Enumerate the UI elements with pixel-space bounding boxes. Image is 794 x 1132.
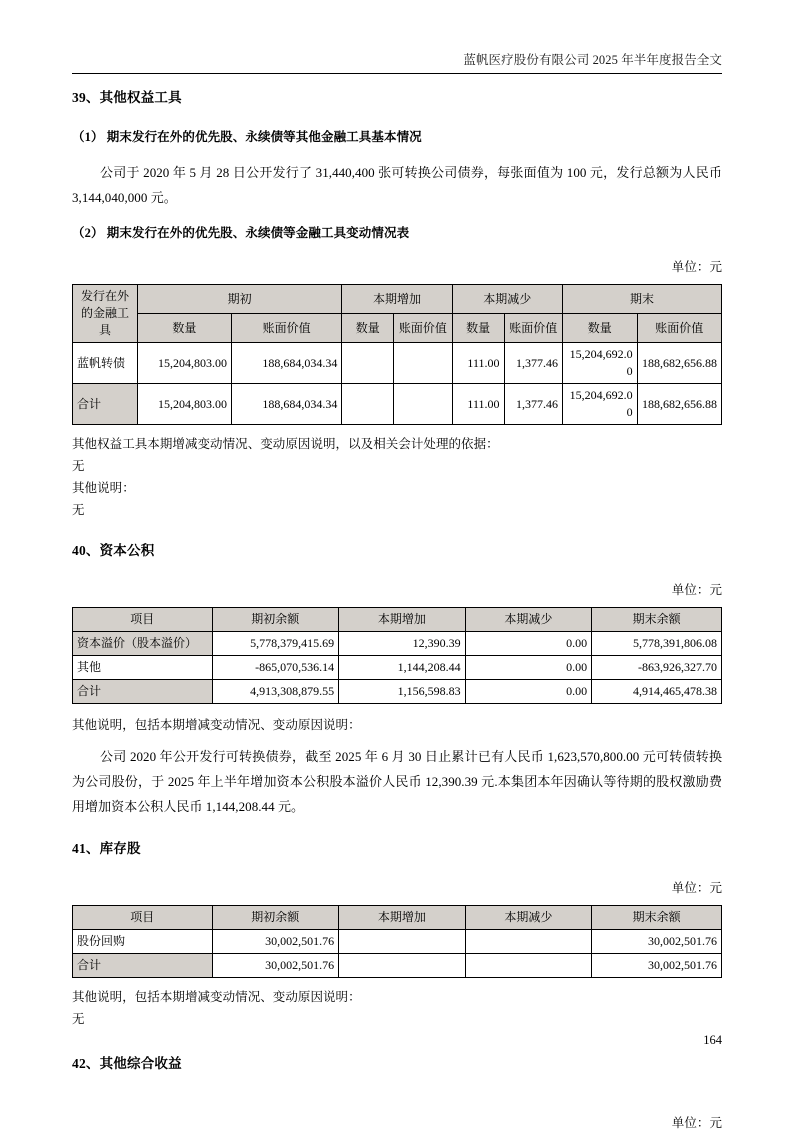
cell-increase-qty: [342, 384, 394, 425]
cell-increase: 1,144,208.44: [339, 656, 466, 680]
col-header-instrument: 发行在外的金融工具: [73, 285, 138, 343]
unit-label-table-39: 单位：元: [671, 260, 722, 274]
section-heading-40: 40、资本公积: [72, 543, 155, 558]
table-row: [73, 930, 722, 954]
cell-decrease: 0.00: [465, 656, 592, 680]
col-subheader-decrease-value: 账面价值: [504, 314, 562, 343]
col-header-closing-balance: 期末余额: [592, 906, 722, 930]
cell-increase-value: [394, 343, 452, 384]
col-header-opening-balance: 期初余额: [212, 608, 339, 632]
col-header-decrease: 本期减少: [465, 608, 592, 632]
cell-opening-qty: 15,204,803.00: [137, 343, 231, 384]
table-row: [73, 656, 722, 680]
col-header-opening-balance: 期初余额: [212, 906, 339, 930]
table-treasury-stock: [72, 905, 722, 978]
col-header-closing: 期末: [562, 285, 721, 314]
row-label: 蓝帆转债: [73, 343, 138, 384]
col-header-increase: 本期增加: [339, 608, 466, 632]
document-content: [72, 88, 722, 1132]
cell-closing-value: 188,682,656.88: [637, 343, 721, 384]
cell-decrease-value: 1,377.46: [504, 343, 562, 384]
col-subheader-closing-qty: 数量: [562, 314, 637, 343]
subsection-heading-39-2: （2） 期末发行在外的优先股、永续债等金融工具变动情况表: [72, 226, 410, 240]
cell-opening-value: 188,684,034.34: [231, 384, 341, 425]
note-label-39-1: 其他权益工具本期增减变动情况、变动原因说明，以及相关会计处理的依据：: [72, 437, 499, 451]
table-capital-reserve: [72, 607, 722, 704]
cell-opening-value: 188,684,034.34: [231, 343, 341, 384]
cell-decrease: 0.00: [465, 680, 592, 704]
row-label-total: 合计: [73, 954, 213, 978]
cell-opening-balance: 4,913,308,879.55: [212, 680, 339, 704]
table-header-row-sub: [73, 314, 722, 343]
col-subheader-decrease-qty: 数量: [452, 314, 504, 343]
note-value-39-2: 无: [72, 503, 85, 517]
col-subheader-increase-qty: 数量: [342, 314, 394, 343]
running-header: [72, 52, 722, 80]
col-header-decrease: 本期减少: [465, 906, 592, 930]
cell-decrease-qty: 111.00: [452, 343, 504, 384]
cell-decrease: [465, 930, 592, 954]
cell-closing-balance: 5,778,391,806.08: [592, 632, 722, 656]
section-heading-42: 42、其他综合收益: [72, 1056, 182, 1071]
row-label: 股份回购: [73, 930, 213, 954]
cell-opening-balance: 30,002,501.76: [212, 954, 339, 978]
cell-opening-balance: 30,002,501.76: [212, 930, 339, 954]
row-label-total: 合计: [73, 680, 213, 704]
col-header-increase: 本期增加: [339, 906, 466, 930]
cell-closing-value: 188,682,656.88: [637, 384, 721, 425]
col-header-opening: 期初: [137, 285, 341, 314]
cell-increase-value: [394, 384, 452, 425]
cell-closing-balance: -863,926,327.70: [592, 656, 722, 680]
col-subheader-closing-value: 账面价值: [637, 314, 721, 343]
cell-increase: 1,156,598.83: [339, 680, 466, 704]
table-row-total: [73, 954, 722, 978]
table-row-total: [73, 680, 722, 704]
cell-increase: [339, 954, 466, 978]
header-rule: [72, 73, 722, 74]
col-subheader-increase-value: 账面价值: [394, 314, 452, 343]
table-row: [73, 632, 722, 656]
cell-opening-balance: 5,778,379,415.69: [212, 632, 339, 656]
cell-increase: [339, 930, 466, 954]
cell-closing-balance: 4,914,465,478.38: [592, 680, 722, 704]
subsection-heading-39-1: （1） 期末发行在外的优先股、永续债等其他金融工具基本情况: [72, 130, 422, 144]
section-heading-41: 41、库存股: [72, 841, 141, 856]
paragraph-40: 公司 2020 年公开发行可转换债券，截至 2025 年 6 月 30 日止累计已有人民币 1,623,570,800.00 元可转债转换为公司股份，于 2025 年上半年增加资本公积股本溢价人民币 12,390.39 元.本集团本年因确认等待期的股权激励费用增加资本公积人民币 1,144,208.44 元。: [72, 749, 722, 814]
col-header-closing-balance: 期末余额: [592, 608, 722, 632]
table-other-equity-instruments: [72, 284, 722, 425]
table-header-row: [73, 906, 722, 930]
note-label-39-2: 其他说明：: [72, 481, 135, 495]
unit-label-table-42: 单位：元: [671, 1116, 722, 1130]
row-label-total: 合计: [73, 384, 138, 425]
note-value-41: 无: [72, 1012, 85, 1026]
cell-decrease: [465, 954, 592, 978]
cell-decrease-value: 1,377.46: [504, 384, 562, 425]
cell-closing-balance: 30,002,501.76: [592, 954, 722, 978]
cell-opening-balance: -865,070,536.14: [212, 656, 339, 680]
section-heading-39: 39、其他权益工具: [72, 90, 182, 105]
table-row: [73, 343, 722, 384]
table-header-row-group: [73, 285, 722, 314]
cell-closing-balance: 30,002,501.76: [592, 930, 722, 954]
col-header-item: 项目: [73, 608, 213, 632]
table-row-total: [73, 384, 722, 425]
col-header-decrease: 本期减少: [452, 285, 562, 314]
page-number: 164: [703, 1033, 722, 1047]
paragraph-39-1: 公司于 2020 年 5 月 28 日公开发行了 31,440,400 张可转换公司债券，每张面值为 100 元，发行总额为人民币 3,144,040,000 元。: [72, 165, 722, 205]
col-subheader-opening-qty: 数量: [137, 314, 231, 343]
unit-label-table-40: 单位：元: [671, 583, 722, 597]
note-label-41: 其他说明，包括本期增减变动情况、变动原因说明：: [72, 990, 361, 1004]
header-company-report-title: 蓝帆医疗股份有限公司 2025 年半年度报告全文: [463, 53, 722, 67]
cell-opening-qty: 15,204,803.00: [137, 384, 231, 425]
row-label: 资本溢价（股本溢价）: [73, 632, 213, 656]
cell-decrease-qty: 111.00: [452, 384, 504, 425]
col-header-increase: 本期增加: [342, 285, 452, 314]
cell-increase-qty: [342, 343, 394, 384]
col-subheader-opening-value: 账面价值: [231, 314, 341, 343]
table-header-row: [73, 608, 722, 632]
note-value-39-1: 无: [72, 459, 85, 473]
unit-label-table-41: 单位：元: [671, 881, 722, 895]
note-label-40: 其他说明，包括本期增减变动情况、变动原因说明：: [72, 718, 361, 732]
cell-increase: 12,390.39: [339, 632, 466, 656]
cell-closing-qty: 15,204,692.00: [562, 343, 637, 384]
col-header-item: 项目: [73, 906, 213, 930]
cell-closing-qty: 15,204,692.00: [562, 384, 637, 425]
cell-decrease: 0.00: [465, 632, 592, 656]
row-label: 其他: [73, 656, 213, 680]
